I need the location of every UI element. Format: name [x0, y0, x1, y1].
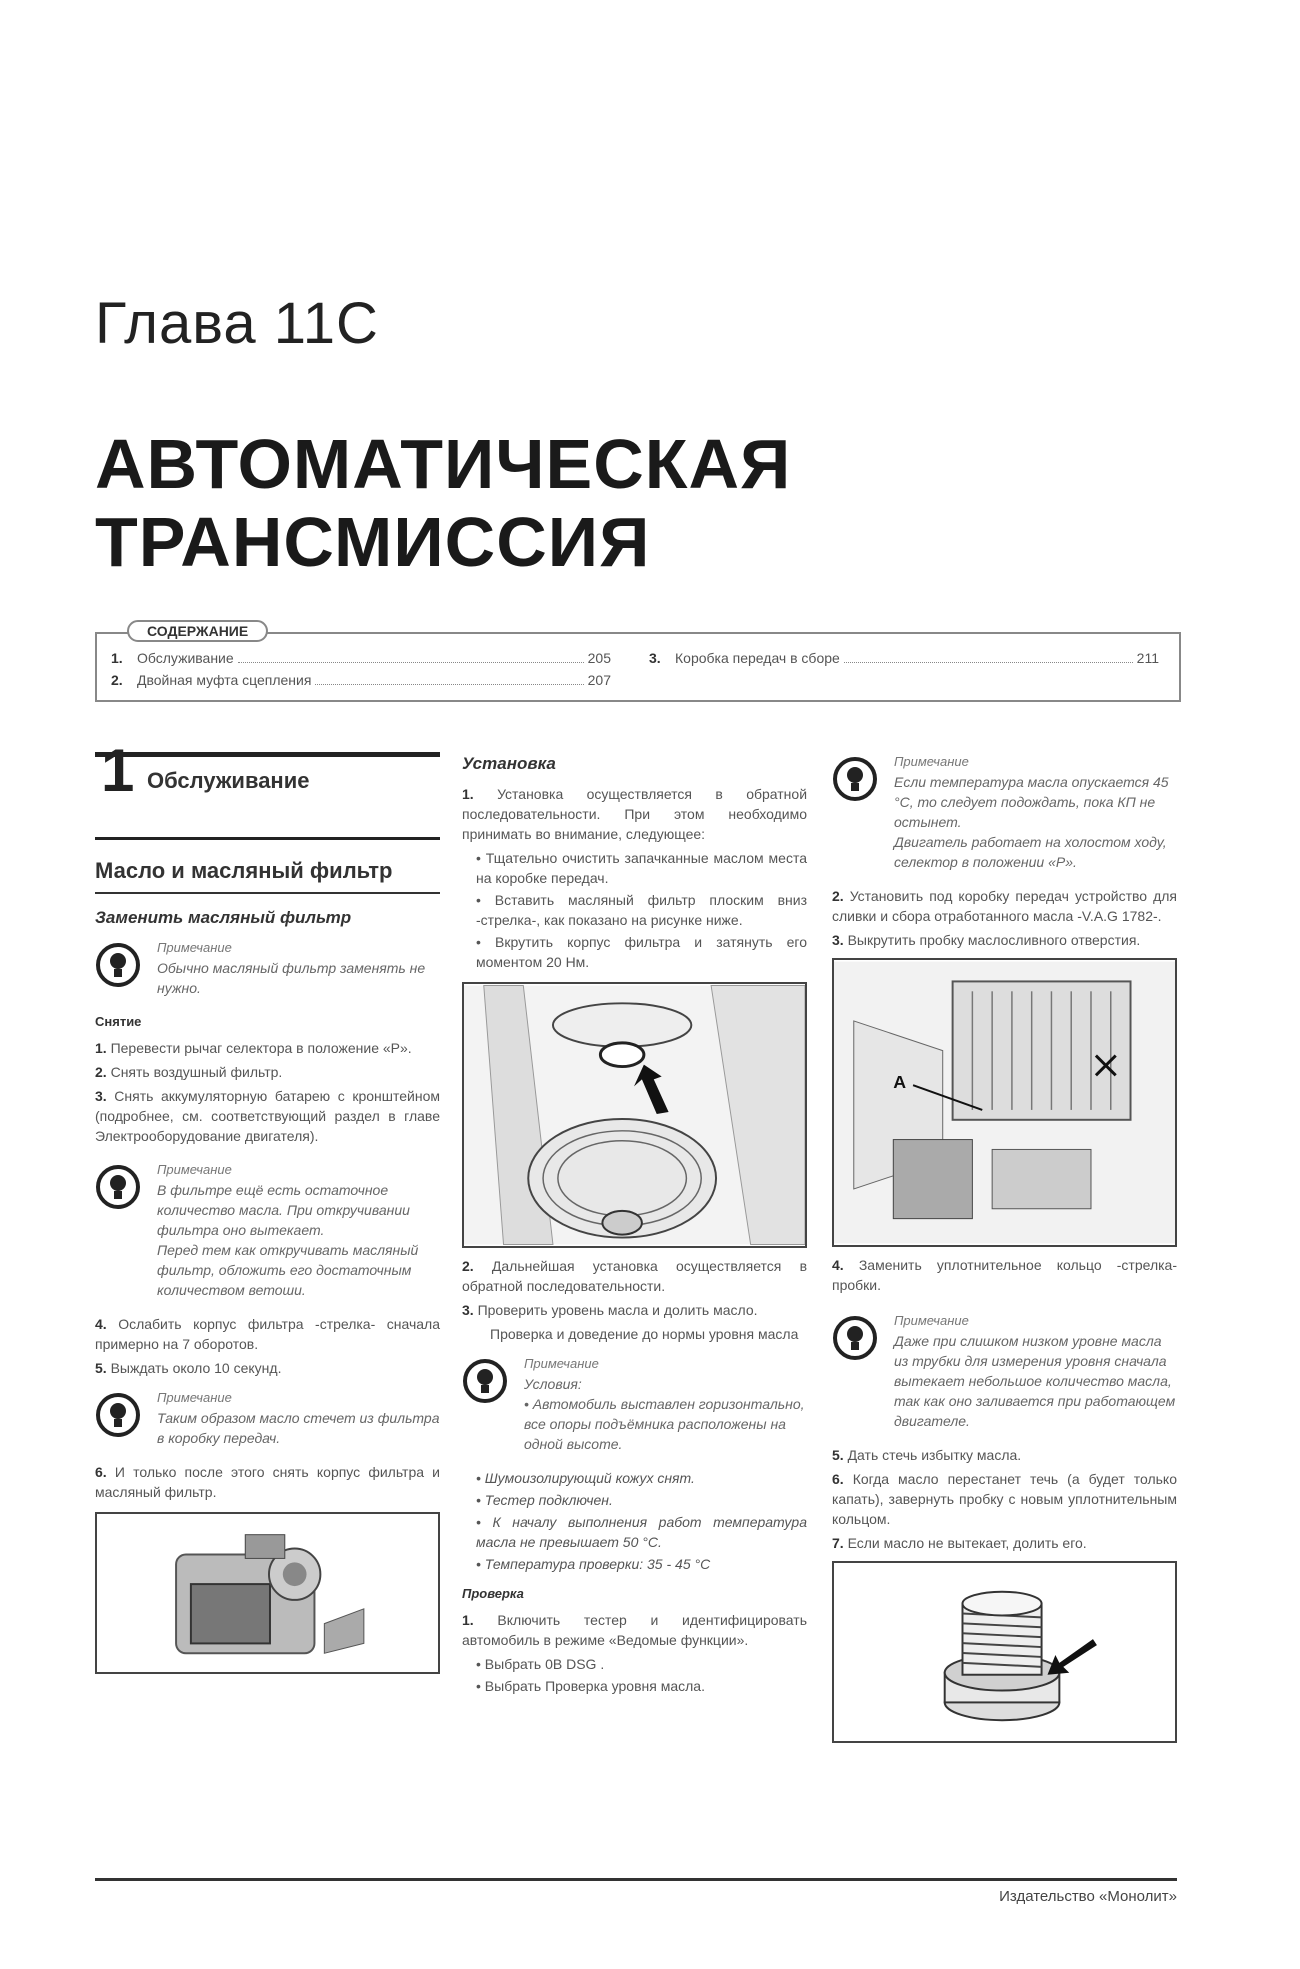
note-text: Двигатель работает на холостом ходу, селектор в положении «P».	[894, 834, 1167, 870]
note-block	[832, 752, 1177, 872]
note-block	[462, 1354, 807, 1454]
bullet-item: • Тщательно очистить запачканные маслом места на коробке передач.	[476, 850, 807, 886]
task-title: Заменить масляный фильтр	[95, 908, 352, 927]
note-label: Примечание	[524, 1356, 599, 1371]
note-block	[832, 1311, 1177, 1431]
note-label: Примечание	[894, 1313, 969, 1328]
title-line-2: ТРАНСМИССИЯ	[95, 503, 651, 581]
footer-rule	[95, 1878, 1177, 1881]
install-heading: Установка	[462, 754, 556, 773]
step-item: 2. Установить под коробку передач устройство для сливки и сбора отработанного масла -V.A.G 1782-.	[832, 888, 1178, 924]
publisher-credit: Издательство «Монолит»	[999, 1888, 1177, 1905]
step-text: Выждать около 10 секунд.	[110, 1360, 282, 1376]
bullet-item: • Вкрутить корпус фильтра и затянуть его моментом 20 Нм.	[476, 934, 807, 970]
gearbox-illustration	[97, 1514, 438, 1672]
step-text: Снять аккумуляторную батарею с кронштейном (подробнее, см. соответствующий раздел в главе Электрооборудование двигателя).	[95, 1088, 441, 1144]
toc-entry-title: Коробка передач в сборе	[675, 650, 840, 666]
bullet-item: • Выбрать Проверка уровня масла.	[476, 1678, 705, 1694]
step-text: Дальнейшая установка осуществляется в обратной последовательности.	[462, 1258, 808, 1294]
toc-leader	[238, 652, 584, 663]
section-number: 1	[101, 737, 135, 804]
note-label: Примечание	[157, 1162, 232, 1177]
bullet-text: Выбрать 0В DSG .	[484, 1656, 605, 1672]
step-item: 4. Ослабить корпус фильтра -стрелка- сначала примерно на 7 оборотов.	[95, 1316, 440, 1352]
step-item: 4. Заменить уплотнительное кольцо -стрелка- пробки.	[832, 1257, 1178, 1293]
note-block	[95, 938, 440, 998]
step-item: 3. Снять аккумуляторную батарею с кронштейном (подробнее, см. соответствующий раздел в главе Электрооборудование двигателя).	[95, 1088, 441, 1144]
title-line-1: АВТОМАТИЧЕСКАЯ	[95, 425, 792, 503]
step-item: 2. Дальнейшая установка осуществляется в обратной последовательности.	[462, 1258, 808, 1294]
condition-text: Температура проверки: 35 - 45 °С	[484, 1556, 711, 1572]
toc-leader	[844, 652, 1133, 663]
note-text: Перед тем как откручивать масляный фильтр, обложить его достаточным количеством ветоши.	[157, 1242, 419, 1298]
toc-entry-page: 207	[587, 672, 611, 688]
toc-entry[interactable]	[649, 650, 1159, 666]
condition-text: Тестер подключен.	[484, 1492, 613, 1508]
chapter-label: Глава 11С	[95, 291, 379, 356]
step-item: 1. Включить тестер и идентифицировать автомобиль в режиме «Ведомые функции».	[462, 1612, 807, 1648]
toc-entry-title: Обслуживание	[137, 650, 234, 666]
step-text: Установить под коробку передач устройство для сливки и сбора отработанного масла -V.A.G 1782-.	[832, 888, 1178, 924]
section-title: Обслуживание	[147, 768, 310, 793]
bullet-item: • К началу выполнения работ температура масла не превышает 50 °С.	[476, 1514, 807, 1550]
gearbox-figure	[95, 1512, 440, 1674]
figure-callout-a: A	[893, 1072, 907, 1093]
step-item: 1. Установка осуществляется в обратной последовательности. При этом необходимо принимать во внимание, следующее:	[462, 786, 808, 842]
note-label: Примечание	[157, 1390, 232, 1405]
oil-filter-illustration	[464, 984, 805, 1246]
note-block	[95, 1160, 440, 1300]
note-label: Примечание	[894, 754, 969, 769]
step-item: 7. Если масло не вытекает, долить его.	[832, 1535, 1087, 1551]
oil-filter-figure	[462, 982, 807, 1248]
column-1	[95, 737, 441, 1674]
bullet-item: • Температура проверки: 35 - 45 °С	[476, 1556, 711, 1572]
step-item: 5. Дать стечь избытку масла.	[832, 1447, 1022, 1463]
condition-text: К началу выполнения работ температура масла не превышает 50 °С.	[476, 1514, 807, 1550]
bulb-icon	[832, 756, 878, 802]
bulb-icon	[95, 1392, 141, 1438]
step-item: 2. Снять воздушный фильтр.	[95, 1064, 283, 1080]
step-text: Перевести рычаг селектора в положение «P».	[110, 1040, 412, 1056]
note-text: Если температура масла опускается 45 °С, то следует подождать, пока КП не остынет.	[894, 774, 1169, 830]
bullet-text: Вставить масляный фильтр плоским вниз -стрелка-, как показано на рисунке ниже.	[476, 892, 807, 928]
check-heading: Проверка	[462, 1586, 524, 1601]
note-text: Даже при слишком низком уровне масла из трубки для измерения уровня сначала вытекает небольшое количество масла, так как оно заливается при работающем двигателе.	[894, 1333, 1176, 1429]
step-item: 5. Выждать около 10 секунд.	[95, 1360, 282, 1376]
subsection-title: Масло и масляный фильтр	[95, 858, 440, 894]
drain-plug-location-figure	[832, 958, 1177, 1247]
bullet-item: • Тестер подключен.	[476, 1492, 613, 1508]
removal-heading: Снятие	[95, 1014, 142, 1029]
bulb-icon	[832, 1315, 878, 1361]
note-block	[95, 1388, 440, 1448]
bullet-text: Вкрутить корпус фильтра и затянуть его моментом 20 Нм.	[476, 934, 807, 970]
bullet-item: • Выбрать 0В DSG .	[476, 1656, 605, 1672]
page-title	[95, 425, 791, 581]
bullet-item: • Вставить масляный фильтр плоским вниз -стрелка-, как показано на рисунке ниже.	[476, 892, 807, 928]
note-text: • Автомобиль выставлен горизонтально, все опоры подъёмника расположены на одной высоте.	[524, 1396, 805, 1452]
note-text: Обычно масляный фильтр заменять не нужно.	[157, 960, 426, 996]
step-item: 3. Выкрутить пробку маслосливного отверстия.	[832, 932, 1141, 948]
drain-plug-illustration	[834, 1563, 1175, 1741]
column-3	[832, 752, 1177, 1743]
bullet-item: • Шумоизолирующий кожух снят.	[476, 1470, 695, 1486]
toc-entry[interactable]	[111, 672, 611, 688]
bullet-text: Тщательно очистить запачканные маслом места на коробке передач.	[476, 850, 807, 886]
step-text: Ослабить корпус фильтра -стрелка- сначала примерно на 7 оборотов.	[95, 1316, 440, 1352]
step-text: Заменить уплотнительное кольцо -стрелка- пробки.	[832, 1257, 1178, 1293]
toc-entry-number: 2.	[111, 672, 123, 688]
table-of-contents	[95, 623, 1181, 702]
step-item: 3. Проверить уровень масла и долить масло.	[462, 1302, 758, 1318]
toc-entry-title: Двойная муфта сцепления	[137, 672, 312, 688]
note-text: Таким образом масло стечет из фильтра в коробку передач.	[157, 1410, 440, 1446]
toc-entry[interactable]	[111, 650, 611, 666]
bulb-icon	[95, 942, 141, 988]
step-text: Установка осуществляется в обратной последовательности. При этом необходимо принимать во внимание, следующее:	[462, 786, 808, 842]
step-item: 1. Перевести рычаг селектора в положение «P».	[95, 1040, 412, 1056]
drain-plug-figure	[832, 1561, 1177, 1743]
toc-leader	[315, 674, 583, 685]
toc-heading: СОДЕРЖАНИЕ	[127, 620, 268, 642]
step-item: 6. Когда масло перестанет течь (а будет только капать), завернуть пробку с новым уплотнительным кольцом.	[832, 1471, 1177, 1527]
step-text: Проверить уровень масла и долить масло.	[477, 1302, 758, 1318]
step-text: Когда масло перестанет течь (а будет только капать), завернуть пробку с новым уплотнительным кольцом.	[832, 1471, 1177, 1527]
toc-entry-number: 3.	[649, 650, 661, 666]
toc-entry-page: 211	[1136, 650, 1159, 666]
note-text: Условия:	[524, 1376, 582, 1392]
note-text: В фильтре ещё есть остаточное количество масла. При откручивании фильтра оно вытекает.	[157, 1182, 410, 1238]
paragraph: Проверка и доведение до нормы уровня масла	[490, 1326, 799, 1342]
toc-entry-page: 205	[587, 650, 611, 666]
note-label: Примечание	[157, 940, 232, 955]
bulb-icon	[95, 1164, 141, 1210]
step-item: 6. И только после этого снять корпус фильтра и масляный фильтр.	[95, 1464, 441, 1500]
bullet-text: Выбрать Проверка уровня масла.	[484, 1678, 705, 1694]
toc-entry-number: 1.	[111, 650, 123, 666]
step-text: Дать стечь избытку масла.	[847, 1447, 1022, 1463]
condition-text: Автомобиль выставлен горизонтально, все опоры подъёмника расположены на одной высоте.	[524, 1396, 805, 1452]
step-text: И только после этого снять корпус фильтра и масляный фильтр.	[95, 1464, 441, 1500]
condition-text: Шумоизолирующий кожух снят.	[484, 1470, 695, 1486]
step-text: Если масло не вытекает, долить его.	[847, 1535, 1087, 1551]
column-2	[462, 752, 807, 1698]
transmission-underside-illustration	[834, 960, 1175, 1245]
step-text: Включить тестер и идентифицировать автомобиль в режиме «Ведомые функции».	[462, 1612, 807, 1648]
section-header	[95, 737, 440, 840]
step-text: Выкрутить пробку маслосливного отверстия.	[847, 932, 1141, 948]
step-text: Снять воздушный фильтр.	[110, 1064, 283, 1080]
bulb-icon	[462, 1358, 508, 1404]
